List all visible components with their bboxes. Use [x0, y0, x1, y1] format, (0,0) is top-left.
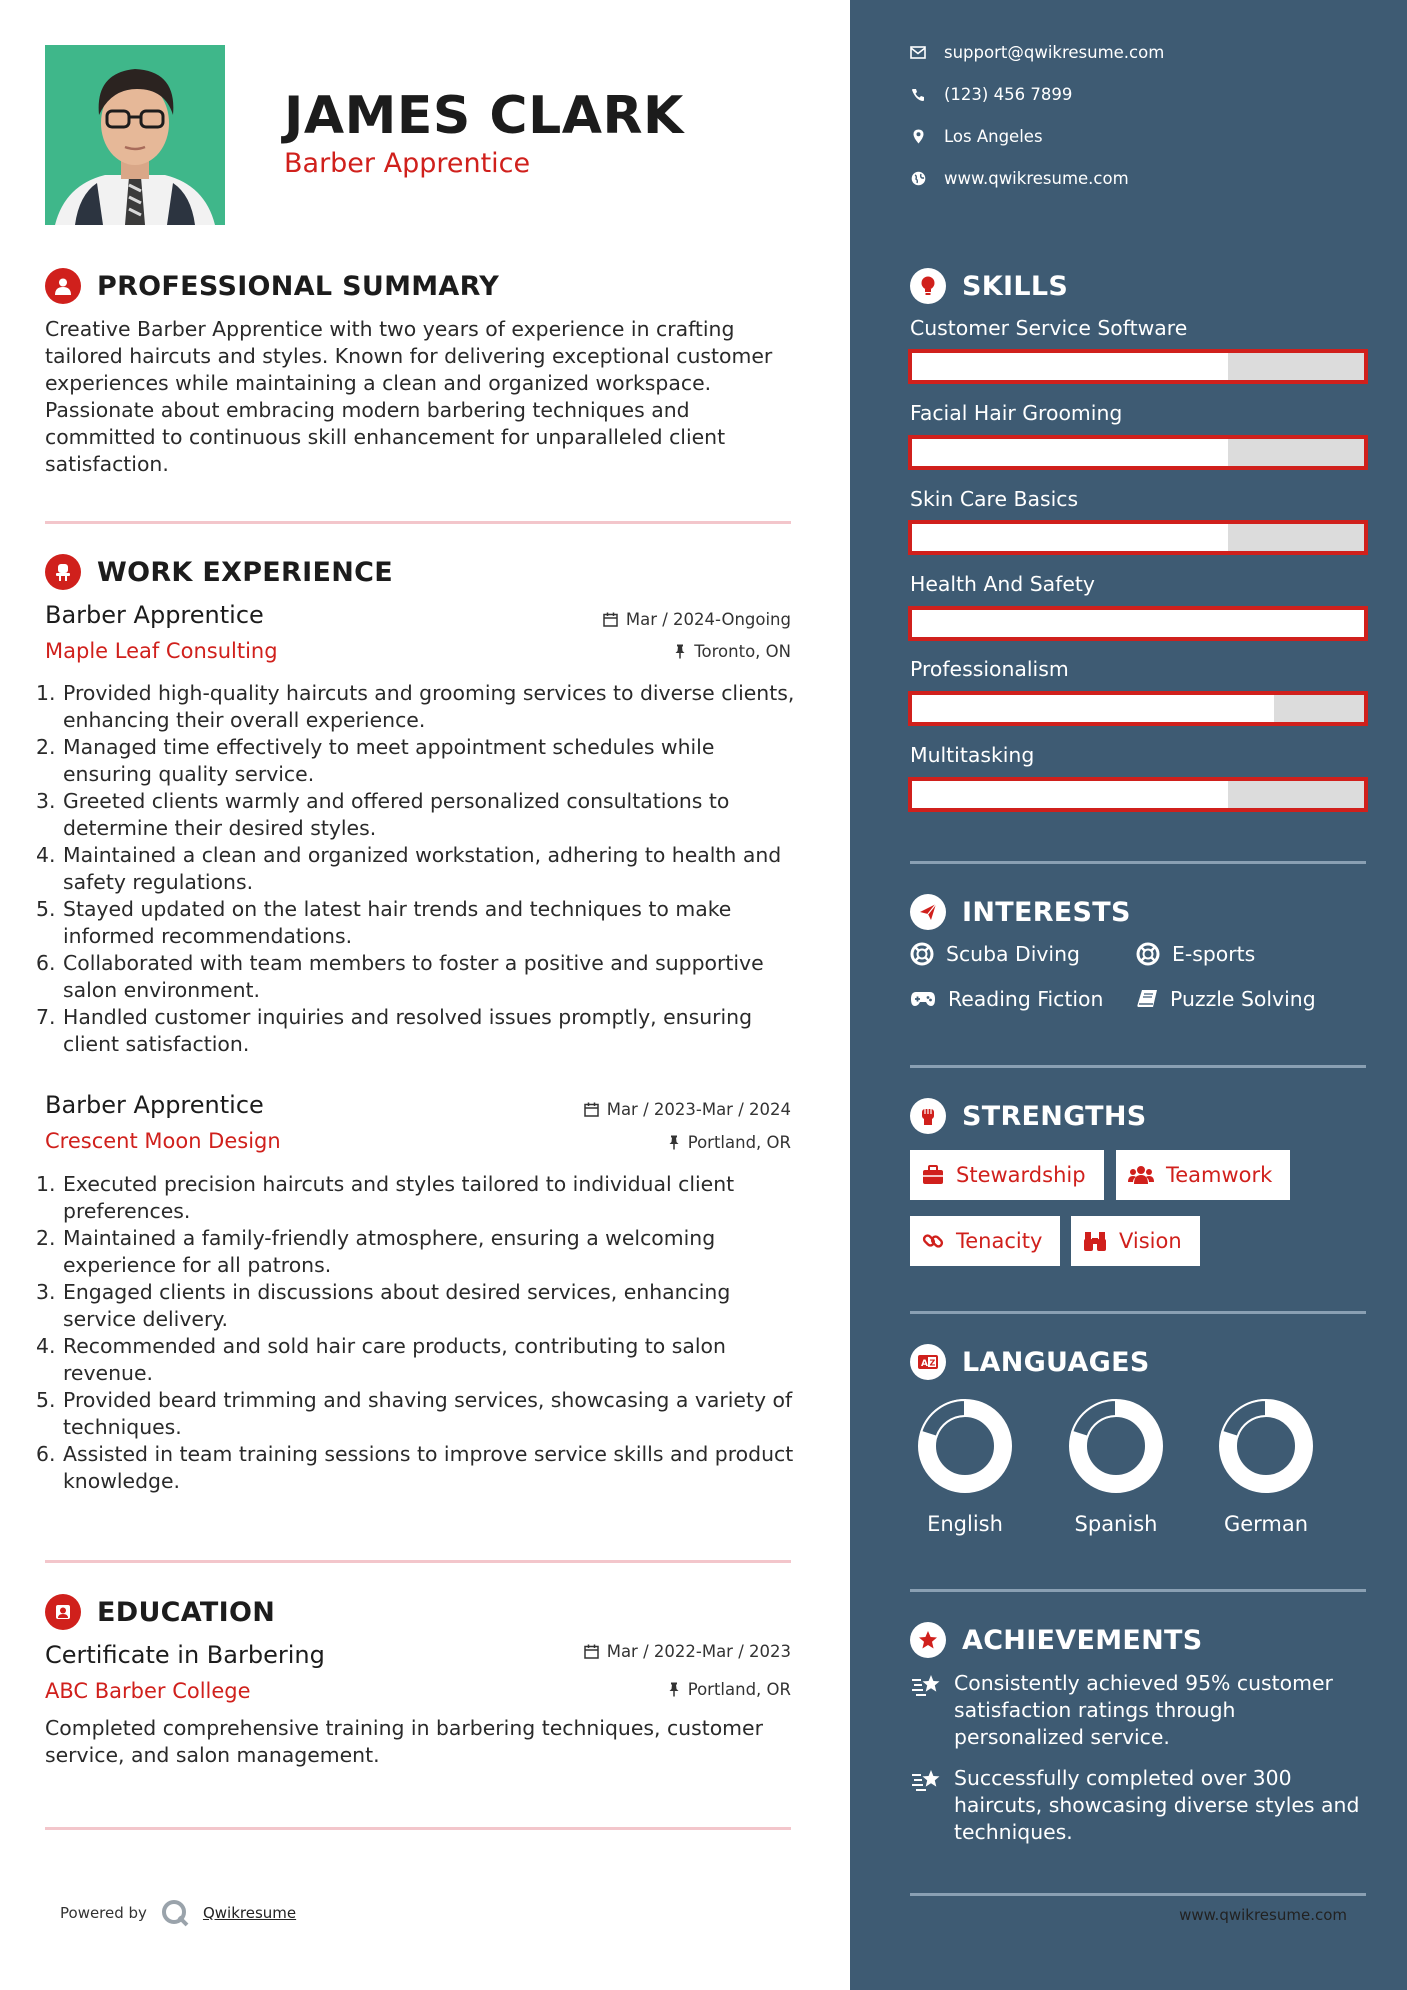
map-marker-icon: [910, 129, 926, 145]
education-title: EDUCATION: [97, 1596, 276, 1628]
skill-bar: [908, 520, 1368, 555]
powered-by-label: Powered by: [60, 1904, 147, 1922]
contact-email[interactable]: [910, 43, 1164, 62]
list-item: 2. Managed time effectively to meet appointment schedules while ensuring quality service.: [36, 735, 715, 786]
donut-remaining: [921, 1400, 965, 1437]
skill-label: Skin Care Basics: [910, 487, 1079, 511]
skill-bar-fill: [912, 439, 1228, 466]
contact-website[interactable]: [910, 169, 1129, 188]
contact-location-text: Los Angeles: [944, 127, 1043, 146]
globe-icon: [910, 171, 926, 187]
education-location: [668, 1680, 791, 1699]
achievements-heading: [910, 1622, 1203, 1658]
shooting-star-icon: [910, 1767, 944, 1795]
education-text: Completed comprehensive training in barbering techniques, customer service, and salon management.: [45, 1716, 763, 1767]
strength-label: Teamwork: [1166, 1163, 1273, 1187]
list-item: 1. Executed precision haircuts and styles tailored to individual client preferences.: [36, 1172, 735, 1223]
list-item: 3. Greeted clients warmly and offered personalized consultations to determine their desired styles.: [36, 789, 730, 840]
skill-label: Multitasking: [910, 743, 1035, 767]
job-date-text: Mar / 2024-Ongoing: [625, 610, 791, 629]
language-donut: [917, 1398, 1013, 1494]
qwikresume-link[interactable]: Qwikresume: [202, 1904, 297, 1922]
life-ring-icon: [910, 942, 934, 966]
language-item: [1056, 1398, 1176, 1536]
strength-tag: [1116, 1150, 1290, 1200]
strengths-title: STRENGTHS: [962, 1100, 1147, 1132]
strength-label: Tenacity: [956, 1229, 1043, 1253]
skill-bar-fill: [912, 353, 1228, 380]
interest-item: [1136, 942, 1255, 966]
list-item: 7. Handled customer inquiries and resolved issues promptly, ensuring client satisfaction.: [36, 1005, 753, 1056]
contact-location: [910, 127, 1043, 146]
skill-bar-fill: [912, 781, 1228, 808]
book-icon: [1136, 988, 1158, 1010]
list-item: 3. Engaged clients in discussions about desired services, enhancing service delivery.: [36, 1280, 731, 1331]
section-divider: [910, 1589, 1366, 1592]
work-title: WORK EXPERIENCE: [97, 556, 393, 588]
degree-title: Certificate in Barbering: [45, 1641, 325, 1669]
gamepad-icon: [910, 990, 936, 1008]
skill-bar: [908, 349, 1368, 384]
achievements-title: ACHIEVEMENTS: [962, 1624, 1203, 1656]
graduate-icon: [45, 1594, 81, 1630]
contact-phone[interactable]: [910, 85, 1072, 104]
summary-title: PROFESSIONAL SUMMARY: [97, 270, 500, 302]
strength-label: Stewardship: [956, 1163, 1086, 1187]
footer-website[interactable]: www.qwikresume.com: [1179, 1906, 1347, 1924]
calendar-icon: [584, 1644, 599, 1659]
skill-label: Facial Hair Grooming: [910, 401, 1123, 425]
language-item: [1206, 1398, 1326, 1536]
summary-text: Creative Barber Apprentice with two years of experience in crafting tailored haircuts and styles. Known for delivering exceptional customer experiences while maintaining a clean and organized workspace. Passionate about embracing modern barbering techniques and committed to continuous skill enhancement for unparalleled client satisfaction.: [45, 317, 773, 476]
list-item: 4. Recommended and sold hair care products, contributing to salon revenue.: [36, 1334, 726, 1385]
list-item: 1. Provided high-quality haircuts and grooming services to diverse clients, enhancing their overall experience.: [36, 681, 795, 732]
strength-label: Vision: [1119, 1229, 1182, 1253]
pin-icon: [668, 1135, 680, 1150]
interest-label: Reading Fiction: [948, 987, 1104, 1011]
job-location: [668, 1133, 791, 1152]
section-divider: [45, 1827, 791, 1830]
achievement-text: Successfully completed over 300 haircuts, showcasing diverse styles and techniques.: [954, 1766, 1360, 1844]
skill-bar-fill: [912, 610, 1364, 637]
shooting-star-icon: [910, 1672, 944, 1700]
calendar-icon: [584, 1102, 599, 1117]
list-item: 2. Maintained a family-friendly atmosphere, ensuring a welcoming experience for all patrons.: [36, 1226, 716, 1277]
skill-label: Health And Safety: [910, 572, 1095, 596]
lightbulb-icon: [910, 268, 946, 304]
interest-item: [910, 987, 1103, 1011]
job-title: Barber Apprentice: [45, 601, 264, 629]
achievement-item: [910, 1670, 1370, 1751]
section-divider: [910, 861, 1366, 864]
interest-item: [1136, 987, 1316, 1011]
contact-phone-text: (123) 456 7899: [944, 85, 1073, 104]
education-date-text: Mar / 2022-Mar / 2023: [606, 1642, 791, 1661]
qwikresume-logo-icon: [161, 1899, 189, 1927]
candidate-name: JAMES CLARK: [284, 86, 684, 146]
binoculars-icon: [1083, 1230, 1107, 1252]
section-divider: [910, 1893, 1366, 1896]
skill-label: Professionalism: [910, 657, 1069, 681]
language-label: German: [1223, 1512, 1309, 1536]
interest-item: [910, 942, 1080, 966]
interest-label: E-sports: [1172, 942, 1256, 966]
envelope-icon: [910, 45, 926, 61]
powered-by: [60, 1899, 296, 1927]
job-location-text: Portland, OR: [687, 1133, 791, 1152]
job-company: Maple Leaf Consulting: [45, 639, 278, 663]
skill-label: Customer Service Software: [910, 316, 1188, 340]
calendar-icon: [603, 612, 618, 627]
language-label: English: [927, 1512, 1003, 1536]
languages-heading: [910, 1344, 1150, 1380]
education-location-text: Portland, OR: [687, 1680, 791, 1699]
pin-icon: [674, 644, 686, 659]
translate-icon: [910, 1344, 946, 1380]
interests-title: INTERESTS: [962, 896, 1131, 928]
school-name: ABC Barber College: [45, 1679, 251, 1703]
candidate-role: Barber Apprentice: [284, 148, 531, 179]
svg-text:A: A: [921, 1359, 928, 1369]
languages-title: LANGUAGES: [962, 1346, 1150, 1378]
skills-heading: [910, 268, 1068, 304]
chair-icon: [45, 554, 81, 590]
job-duties-list: [36, 680, 796, 1058]
strength-tag: [910, 1216, 1060, 1266]
skill-bar-fill: [912, 695, 1274, 722]
section-divider: [45, 1560, 791, 1563]
achievement-item: [910, 1765, 1370, 1846]
skill-bar: [908, 777, 1368, 812]
achievement-text: Consistently achieved 95% customer satisfaction ratings through personalized service.: [954, 1671, 1333, 1749]
star-icon: [910, 1622, 946, 1658]
summary-heading: [45, 268, 499, 304]
skill-bar: [908, 691, 1368, 726]
section-divider: [45, 521, 791, 524]
list-item: 5. Stayed updated on the latest hair trends and techniques to make informed recommendations.: [36, 897, 732, 948]
list-item: 6. Assisted in team training sessions to improve service skills and product knowledge.: [36, 1442, 794, 1493]
education-heading: [45, 1594, 275, 1630]
section-divider: [910, 1065, 1366, 1068]
language-item: [905, 1398, 1025, 1536]
briefcase-icon: [922, 1165, 944, 1185]
contact-website-text: www.qwikresume.com: [944, 169, 1129, 188]
language-label: Spanish: [1074, 1512, 1158, 1536]
svg-text:Z: Z: [929, 1358, 936, 1368]
job-date: [603, 610, 791, 629]
skill-bar: [908, 606, 1368, 641]
interest-label: Puzzle Solving: [1170, 987, 1316, 1011]
paper-plane-icon: [910, 894, 946, 930]
users-icon: [1128, 1165, 1154, 1185]
skill-bar: [908, 435, 1368, 470]
list-item: 5. Provided beard trimming and shaving services, showcasing a variety of techniques.: [36, 1388, 793, 1439]
life-ring-icon: [1136, 942, 1160, 966]
donut-remaining: [1072, 1400, 1116, 1437]
job-duties-list: [36, 1171, 796, 1495]
list-item: 4. Maintained a clean and organized workstation, adhering to health and safety regulations.: [36, 843, 782, 894]
job-location-text: Toronto, ON: [694, 642, 791, 661]
skills-title: SKILLS: [962, 270, 1069, 302]
strength-tag: [1071, 1216, 1200, 1266]
donut-remaining: [1222, 1400, 1266, 1437]
strengths-heading: [910, 1098, 1147, 1134]
fist-icon: [910, 1098, 946, 1134]
job-title: Barber Apprentice: [45, 1091, 264, 1119]
skill-bar-fill: [912, 524, 1228, 551]
user-icon: [45, 268, 81, 304]
link-icon: [922, 1230, 944, 1252]
list-item: 6. Collaborated with team members to foster a positive and supportive salon environment.: [36, 951, 764, 1002]
strength-tag: [910, 1150, 1104, 1200]
language-donut: [1218, 1398, 1314, 1494]
work-heading: [45, 554, 393, 590]
contact-email-text: support@qwikresume.com: [944, 43, 1165, 62]
education-date: [584, 1642, 791, 1661]
pin-icon: [668, 1682, 680, 1697]
interests-heading: [910, 894, 1131, 930]
job-date-text: Mar / 2023-Mar / 2024: [606, 1100, 791, 1119]
job-location: [674, 642, 791, 661]
phone-icon: [910, 87, 926, 103]
job-company: Crescent Moon Design: [45, 1129, 281, 1153]
profile-photo: [45, 45, 225, 225]
sidebar: [850, 0, 1407, 1990]
job-date: [584, 1100, 791, 1119]
interest-label: Scuba Diving: [946, 942, 1080, 966]
language-donut: [1068, 1398, 1164, 1494]
section-divider: [910, 1311, 1366, 1314]
